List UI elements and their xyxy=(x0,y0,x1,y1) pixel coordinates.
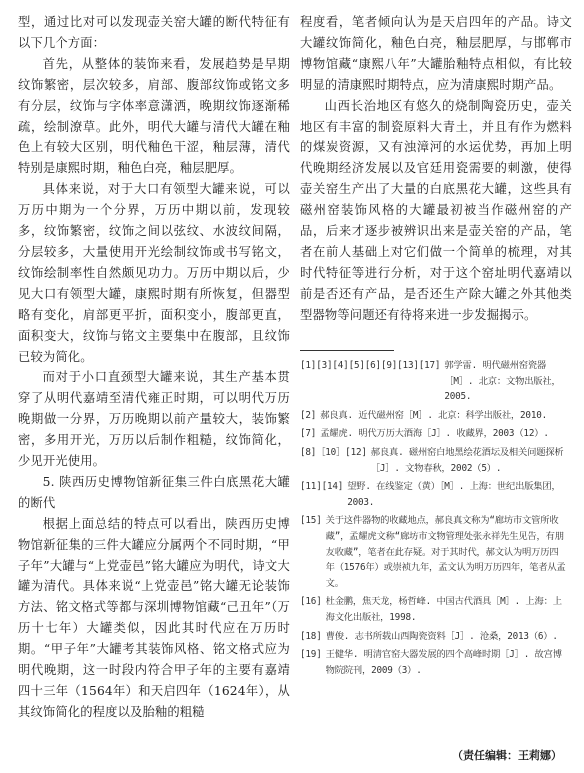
reference-number: [11][14] xyxy=(300,481,344,493)
section-heading: 5. 陕西历史博物馆新征集三件白底黑花大罐的断代 xyxy=(18,474,290,510)
paragraph: 首先，从整体的装饰来看，发展趋势是早期纹饰繁密，层次较多，肩部、腹部纹饰或铭文多有分层，纹饰与字体率意潇洒，晚期纹饰逐渐稀疏，绘制潦草。此外，明代大罐与清代大罐在釉色上有较大区别，明代釉色干涩，釉层薄，清代特别是康熙时期，釉色白亮，釉层肥厚。 xyxy=(18,56,290,176)
reference-item xyxy=(300,513,566,591)
footnote-divider xyxy=(300,350,394,351)
reference-item xyxy=(300,445,566,476)
reference-text: 孟耀虎. 明代万历大酒海［J］. 收藏界，2003（12）. xyxy=(320,428,549,440)
paragraph: 型，通过比对可以发现壶关窑大罐的断代特征有以下几个方面： xyxy=(18,15,290,50)
paragraph: 而对于小口直颈型大罐来说，其生产基本贯穿了从明代嘉靖至清代雍正时期，可以明代万历晚期做一分界，万历晚期以前产量较大，装饰繁密，多用开光，万历以后制作粗糙，纹饰简化，少见开光使用。 xyxy=(18,370,290,469)
reference-item xyxy=(300,408,566,424)
reference-item xyxy=(300,647,566,678)
reference-number: [2] xyxy=(300,409,317,421)
responsible-editor: （责任编辑：王莉娜） xyxy=(452,749,562,762)
paragraph: 具体来说，对于大口有领型大罐来说，可以万历中期为一个分界，万历中期以前，发现较多，纹饰繁密，纹饰之间以弦纹、水波纹间隔，分层较多，大量使用开光绘制纹饰或书写铭文，纹饰绘制率性自然颇见功力。万历中期以后，少见大口有领型大罐，康熙时期有所恢复，但器型略有变化，肩部更平折，面积变小，腹部更直，面积变大，纹饰与铭文主要集中在腹部，且纹饰已较为简化。 xyxy=(18,182,290,364)
reference-number: [18] xyxy=(300,630,322,642)
left-column xyxy=(18,12,290,723)
reference-number: [8]［10］[12] xyxy=(300,446,367,458)
reference-item xyxy=(300,358,566,405)
reference-text: 杜金鹏，焦天龙，杨哲峰. 中国古代酒具［M］. 上海：上海文化出版社，1998. xyxy=(325,596,562,623)
references xyxy=(300,358,566,681)
right-column xyxy=(300,12,572,326)
reference-number: [15] xyxy=(300,515,322,527)
reference-text: 曹俊. 志书所载山西陶瓷资料［J］. 沧桑，2013（6）. xyxy=(325,630,558,642)
paragraph: 山西长治地区有悠久的烧制陶瓷历史，壶关地区有丰富的制瓷原料大青土，并且有作为燃料的煤炭资源，又有浊漳河的水运优势，再加上明代晚期经济发展以及官廷用瓷需要的刺激，使得壶关窑生产出了大量的白底黑花大罐，这些具有磁州窑装饰风格的大罐最初被当作磁州窑的产品，后来才逐步被辨识出来是壶关窑的产品，笔者在前人基础上对它们做一个简单的梳理，对其时代特征等进行分析，对于这个窑址明代嘉靖以前是否还有产品，是否还生产除大罐之外其他类型器物等问题还有待将来进一步发掘揭示。 xyxy=(300,98,572,322)
reference-number: [7] xyxy=(300,428,317,440)
reference-number: [1][3][4][5][6][9][13][17] xyxy=(300,360,441,371)
reference-number: [19] xyxy=(300,649,322,661)
reference-text: 郝良真. 近代磁州窑［M］. 北京：科学出版社，2010. xyxy=(320,409,548,421)
reference-text: 郭学雷. 明代磁州窑瓷器［M］. 北京：文物出版社，2005. xyxy=(444,360,561,403)
reference-number: [16] xyxy=(300,596,322,608)
reference-item xyxy=(300,629,566,645)
paragraph: 程度看，笔者倾向认为是天启四年的产品。诗文大罐纹饰简化，釉色白亮，釉层肥厚，与邯郸市博物馆藏“康熙八年”大罐胎釉特点相似，有比较明显的清康熙时期特点，应为清康熙时期产品。 xyxy=(300,15,572,92)
reference-text: 关于这件器物的收藏地点，郝良真文称为“廊坊市文管所收藏”，孟耀虎文称“廊坊市文物管理处张永祥先生见告，有朋友收藏”，笔者在此存疑。对于其时代，郝文认为明万历四年（1576年）或崇祯九年，孟文认为明万历四年，笔者从孟文。 xyxy=(325,515,566,589)
reference-item xyxy=(300,426,566,442)
paragraph: 根据上面总结的特点可以看出，陕西历史博物馆新征集的三件大罐应分属两个不同时期，“甲子年”大罐与“上党壶邑”铭大罐应为明代，诗文大罐为清代。具体来说“上党壶邑”铭大罐无论装饰方法、铭文格式等都与深圳博物馆藏“己丑年”（万历十七年）大罐类似，因此其时代应在万历时期。“甲子年”大罐考其装饰风格、铭文格式应为明代晚期，这一时段内符合甲子年的主要有嘉靖四十三年（1564年）和天启四年（1624年），从其纹饰简化的程度以及胎釉的粗糙 xyxy=(18,516,290,719)
reference-item xyxy=(300,594,566,625)
reference-item xyxy=(300,479,566,510)
reference-text: 郝良真. 磁州窑白地黑绘花酒坛及相关问题探析［J］. 文物春秋，2002（5）. xyxy=(370,446,564,474)
reference-text: 王健华. 明清官窑大器发展的四个高峰时期［J］. 故宫博物院院刊，2009（3）. xyxy=(325,649,562,676)
reference-text: 望野. 在线鉴定（黄）［M］. 上海：世纪出版集团，2003. xyxy=(347,481,561,508)
